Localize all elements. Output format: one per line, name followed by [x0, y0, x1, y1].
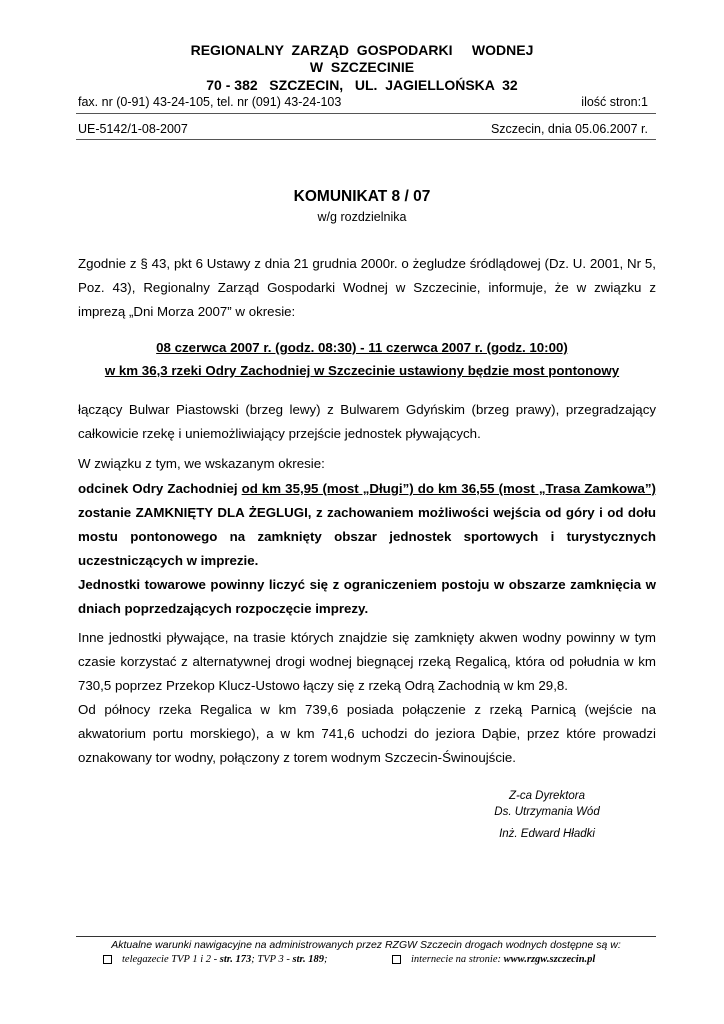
closure-text-start: odcinek Odry Zachodniej — [78, 481, 242, 496]
document-subtitle: w/g rozdzielnika — [317, 210, 407, 224]
header-rule-1 — [76, 113, 656, 114]
checkbox-bullet-icon — [392, 955, 401, 964]
closure-section-range: od km 35,95 (most „Długi”) do km 36,55 (most „Trasa Zamkowa”) — [241, 481, 656, 496]
header-contact: fax. nr (0-91) 43-24-105, tel. nr (091) 43-24-103 — [78, 95, 342, 109]
period-intro-text: W związku z tym, we wskazanym okresie: — [78, 456, 325, 471]
footer-web-info: internecie na stronie: www.rzgw.szczecin.pl — [392, 954, 595, 965]
alternative-route-text: Inne jednostki pływające, na trasie których znajdzie się zamknięty akwen wodny powinny w tym czasie korzystać z alternatywnej drogi wodnej biegnącej rzeką Regalicą, która od południa w km 730,5 poprzez Przekop Klucz-Ustowo łączy się z rzeką Odrą Zachodnią w km 29,8. — [78, 630, 656, 693]
intro-text: Zgodnie z § 43, pkt 6 Ustawy z dnia 21 grudnia 2000r. o żegludze śródlądowej (Dz. U. 2001, Nr 5, Poz. 43), Regionalny Zarząd Gospodarki Wodnej w Szczecinie, informuje, że w związku z imprezą „Dni Morza 2007” w okresie: — [78, 256, 656, 319]
website-link[interactable]: www.rzgw.szczecin.pl — [503, 954, 596, 965]
north-route-text: Od północy rzeka Regalica w km 739,6 posiada połączenie z rzeką Parnicą (wejście na akwatorium portu morskiego), a w km 741,6 uchodzi do jeziora Dąbie, przez które prowadzi oznakowany tor wodny, połączony z torem wodnym Szczecin-Świnoujście. — [78, 702, 656, 765]
period-intro — [78, 452, 656, 476]
checkbox-bullet-icon — [103, 955, 112, 964]
closure-paragraph — [78, 477, 656, 621]
header-address: 70 - 382 SZCZECIN, UL. JAGIELLOŃSKA 32 — [206, 77, 518, 93]
cargo-notice: Jednostki towarowe powinny liczyć się z ograniczeniem postoju w obszarze zamknięcia w dniach poprzedzających rozpoczęcie imprezy. — [78, 577, 656, 616]
header-city: W SZCZECINIE — [309, 59, 415, 75]
signature-block — [470, 788, 624, 842]
signature-name: Inż. Edward Hładki — [499, 828, 595, 840]
footer-note: Aktualne warunki nawigacyjne na administrowanych przez RZGW Szczecin drogach wodnych dostępne są w: — [111, 939, 621, 951]
header-page-count: ilość stron:1 — [581, 95, 648, 109]
bridge-paragraph — [78, 398, 656, 446]
footer-tv-info: telegazecie TVP 1 i 2 - str. 173; TVP 3 - str. 189; — [103, 954, 328, 965]
header-rule-2 — [76, 139, 656, 140]
header-institution: REGIONALNY ZARZĄD GOSPODARKI WODNEJ — [190, 42, 534, 58]
intro-paragraph — [78, 252, 656, 324]
closure-period: 08 czerwca 2007 r. (godz. 08:30) - 11 czerwca 2007 r. (godz. 10:00) — [156, 340, 568, 355]
bridge-text: łączący Bulwar Piastowski (brzeg lewy) z Bulwarem Gdyńskim (brzeg prawy), przegradzający całkowicie rzekę i uniemożliwiający przejście jednostek pływających. — [78, 402, 656, 441]
closure-location: w km 36,3 rzeki Odry Zachodniej w Szczecinie ustawiony będzie most pontonowy — [104, 363, 620, 378]
document-title: KOMUNIKAT 8 / 07 — [293, 188, 431, 205]
signature-role: Z-ca Dyrektora — [508, 790, 586, 802]
alternative-route-paragraph — [78, 626, 656, 770]
signature-department: Ds. Utrzymania Wód — [494, 806, 600, 818]
closure-text-end: zostanie ZAMKNIĘTY DLA ŻEGLUGI, z zachowaniem możliwości wejścia od góry i od dołu mostu pontonowego na zamknięty obszar jednostek sportowych i turystycznych uczestniczących w imprezie. — [78, 505, 656, 568]
document-date: Szczecin, dnia 05.06.2007 r. — [490, 122, 648, 136]
footer-rule — [76, 936, 656, 937]
reference-number: UE-5142/1-08-2007 — [78, 122, 188, 136]
